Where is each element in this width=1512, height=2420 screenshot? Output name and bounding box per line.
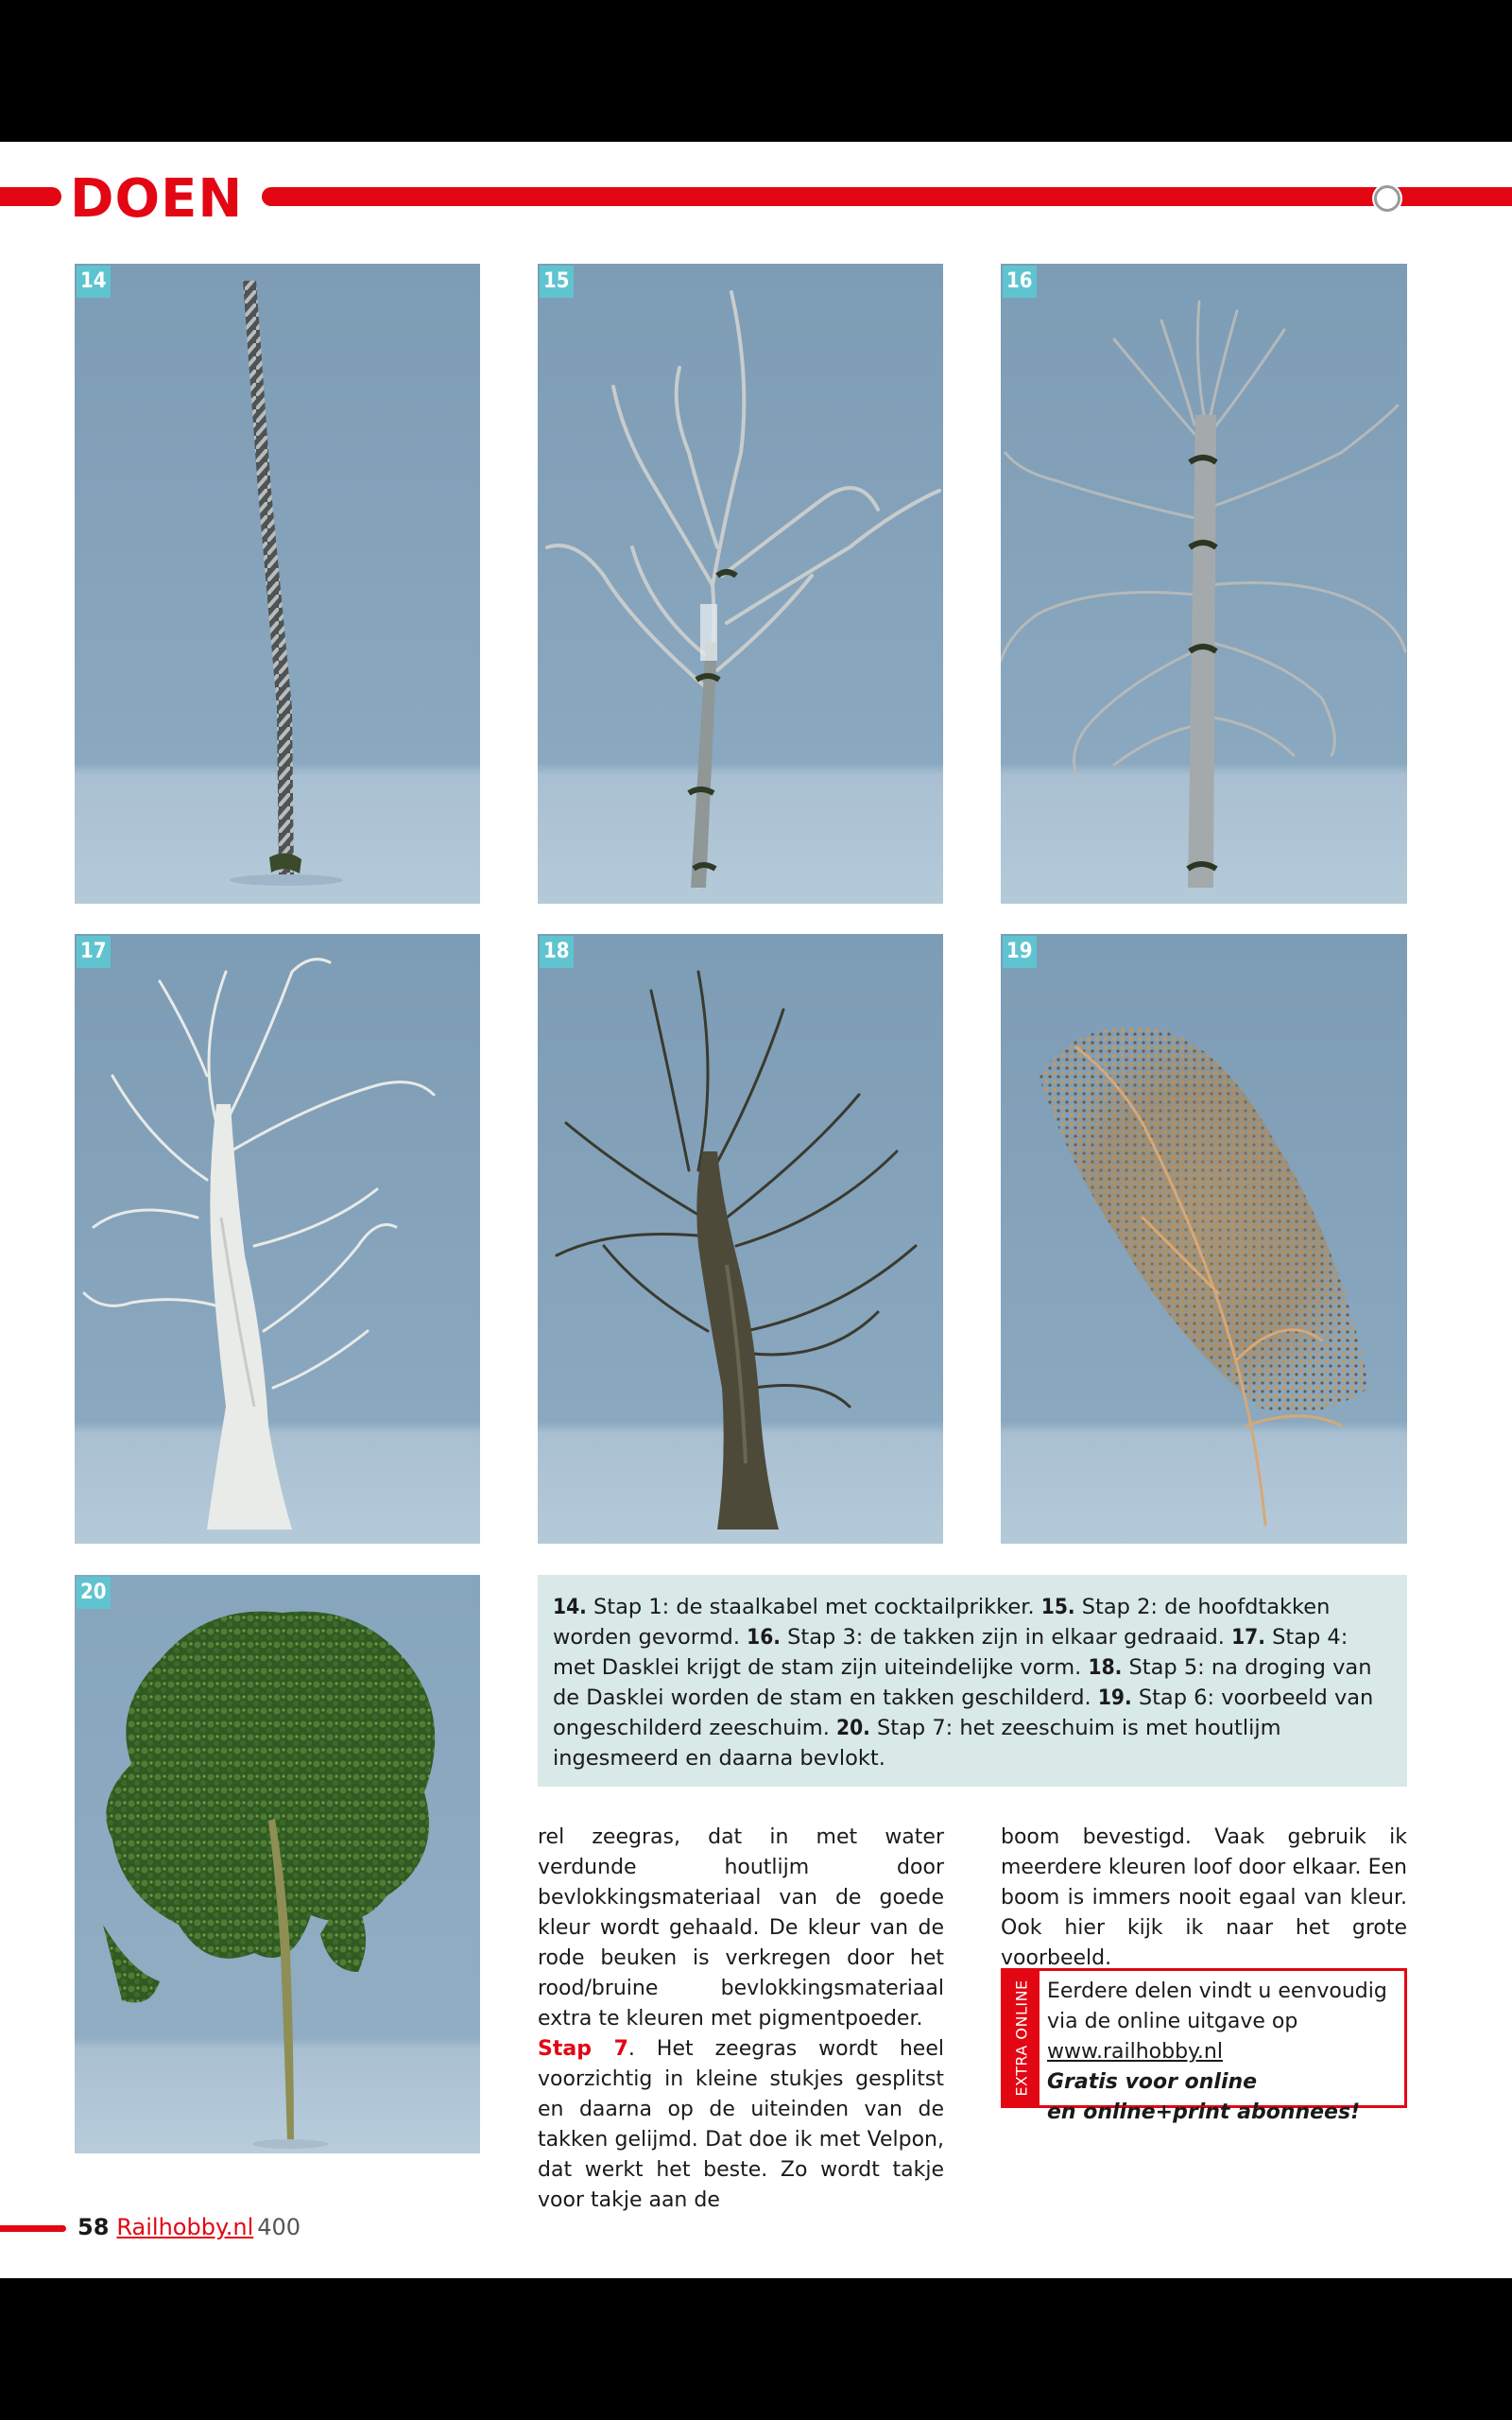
photo-number-badge: 16 [1003, 266, 1037, 298]
article-text: . Het zeegras wordt heel voorzichtig in kleine stukjes gesplitst en daarna op de uiteinden van de takken gelijmd. Dat doe ik met Velpon, dat werkt het beste. Zo wordt takje voor takje aan de [538, 2037, 944, 2212]
photo-17-image [75, 934, 480, 1544]
caption-text: Stap 5: na droging van de Dasklei worden de stam en takken geschilderd. [553, 1655, 1372, 1710]
photo-20-image [75, 1575, 480, 2153]
step-label: Stap 7 [538, 2037, 628, 2061]
photo-15-image [538, 264, 943, 904]
photo-18-image [538, 934, 943, 1544]
railhobby-link[interactable]: www.railhobby.nl [1047, 2040, 1223, 2064]
photo-caption [538, 1575, 1407, 1787]
article-paragraph: rel zeegras, dat in met water verdunde houtlijm door bevlokkingsmateriaal van de goede kleur wordt gehaald. De kleur van de rode beuken is verkregen door het rood/bruine bevlokkingsmateriaal extra te kleuren met pigmentpoeder. [538, 1825, 944, 2031]
photo-number-badge: 18 [540, 936, 574, 968]
caption-text: Stap 7: het zeeschuim is met houtlijm ingesmeerd en daarna bevlokt. [553, 1716, 1281, 1771]
extra-online-label: EXTRA ONLINE [1004, 1971, 1040, 2105]
photo-16 [1001, 264, 1407, 904]
caption-number: 18. [1088, 1655, 1123, 1680]
photo-14-image [75, 264, 480, 904]
header-bar-right [262, 187, 1512, 206]
caption-number: 16. [747, 1625, 781, 1650]
extra-online-text [1047, 1977, 1395, 2128]
photo-18 [538, 934, 943, 1544]
section-title: DOEN [70, 168, 244, 230]
extra-online-intro: Eerdere delen vindt u eenvoudig via de online uitgave op [1047, 1979, 1387, 2033]
photo-number-badge: 15 [540, 266, 574, 298]
caption-number: 14. [553, 1595, 587, 1619]
caption-text: Stap 6: voorbeeld van ongeschilderd zeeschuim. [553, 1685, 1374, 1740]
article-column-1 [538, 1823, 944, 2216]
article-paragraph [538, 2034, 944, 2216]
caption-text: Stap 4: met Dasklei krijgt de stam zijn uiteindelijke vorm. [553, 1625, 1349, 1680]
header-dot-icon [1374, 185, 1400, 212]
footer-site-link[interactable]: Railhobby.nl [116, 2214, 254, 2240]
photo-15 [538, 264, 943, 904]
article-paragraph: boom bevestigd. Vaak gebruik ik meerdere kleuren loof door elkaar. Een boom is immers nooit egaal van kleur. Ook hier kijk ik naar het grote voorbeeld. [1001, 1825, 1407, 1970]
photo-number-badge: 20 [77, 1577, 111, 1609]
caption-number: 17. [1231, 1625, 1265, 1650]
photo-20 [75, 1575, 480, 2153]
caption-text: Stap 2: de hoofdtakken worden gevormd. [553, 1595, 1331, 1650]
extra-online-offer: en online+print abonnees! [1047, 2100, 1361, 2124]
issue-number: 400 [257, 2214, 301, 2240]
caption-text: Stap 3: de takken zijn in elkaar gedraaid. [781, 1625, 1232, 1650]
photo-16-image [1001, 264, 1407, 904]
caption-number: 20. [836, 1716, 870, 1740]
caption-text: Stap 1: de staalkabel met cocktailprikker. [586, 1595, 1041, 1619]
photo-19 [1001, 934, 1407, 1544]
magazine-page [0, 142, 1512, 2278]
page-number: 58 [77, 2214, 110, 2240]
article-column-2 [1001, 1823, 1407, 1974]
caption-number: 15. [1040, 1595, 1075, 1619]
page-footer [77, 2212, 301, 2242]
photo-17 [75, 934, 480, 1544]
extra-online-offer: Gratis voor online [1047, 2070, 1258, 2094]
photo-number-badge: 14 [77, 266, 111, 298]
caption-number: 19. [1097, 1685, 1132, 1710]
photo-19-image [1001, 934, 1407, 1544]
photo-number-badge: 19 [1003, 936, 1037, 968]
extra-online-box [1001, 1968, 1407, 2124]
photo-number-badge: 17 [77, 936, 111, 968]
header-bar-left [0, 187, 61, 206]
photo-14 [75, 264, 480, 904]
footer-bar [0, 2225, 66, 2232]
